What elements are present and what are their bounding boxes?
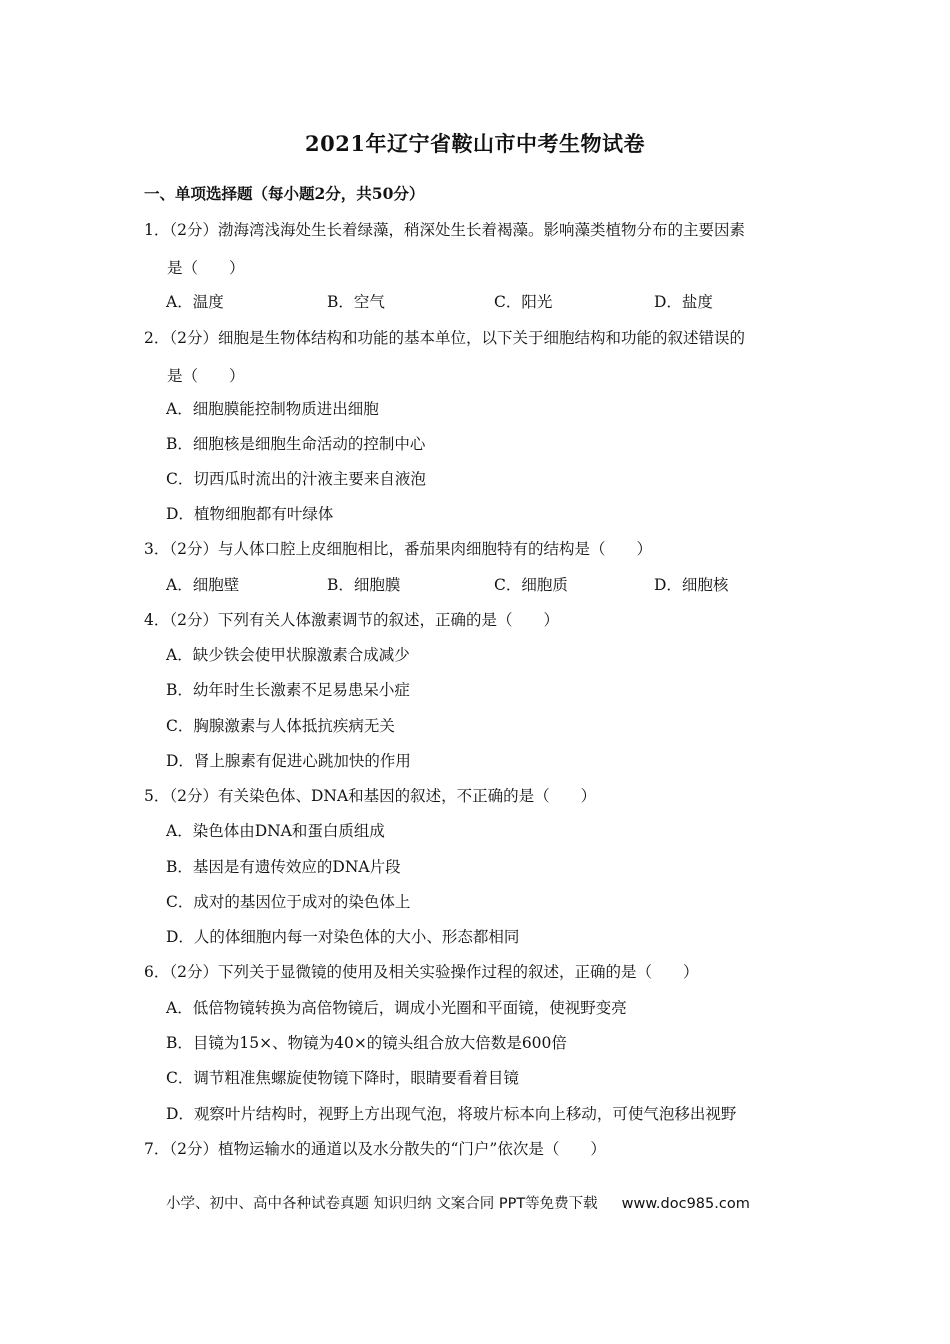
question-1-stem: 1．（2分）渤海湾浅海处生长着绿藻，稍深处生长着褐藻。影响藻类植物分布的主要因素 [144,221,745,239]
footer-url[interactable]: www.doc985.com [621,1196,750,1212]
question-1-option-a: A．温度 [166,293,224,311]
question-1-option-b: B．空气 [327,293,385,311]
section-heading: 一、单项选择题（每小题2分，共50分） [144,184,425,203]
question-4-option-b: B．幼年时生长激素不足易患呆小症 [166,681,410,699]
question-3-option-a: A．细胞壁 [166,576,240,594]
question-6-option-a: A．低倍物镜转换为高倍物镜后，调成小光圈和平面镜，使视野变亮 [166,999,627,1017]
question-2-option-a: A．细胞膜能控制物质进出细胞 [166,400,379,418]
question-3-option-d: D．细胞核 [654,576,729,594]
question-4-stem: 4．（2分）下列有关人体激素调节的叙述，正确的是（ ） [144,611,559,629]
footer-text: 小学、初中、高中各种试卷真题 知识归纳 文案合同 PPT等免费下载 [166,1196,598,1212]
question-2-stem: 2．（2分）细胞是生物体结构和功能的基本单位，以下关于细胞结构和功能的叙述错误的 [144,329,745,347]
question-6-option-d: D．观察叶片结构时，视野上方出现气泡，将玻片标本向上移动，可使气泡移出视野 [166,1105,737,1123]
question-2-option-c: C．切西瓜时流出的汁液主要来自液泡 [166,470,426,488]
question-3-option-c: C．细胞质 [494,576,568,594]
question-6-option-c: C．调节粗准焦螺旋使物镜下降时，眼睛要看着目镜 [166,1069,519,1087]
question-5-option-d: D．人的体细胞内每一对染色体的大小、形态都相同 [166,928,520,946]
question-4-option-c: C．胸腺激素与人体抵抗疾病无关 [166,717,395,735]
question-1-option-d: D．盐度 [654,293,713,311]
question-3-option-b: B．细胞膜 [327,576,401,594]
question-7-stem: 7．（2分）植物运输水的通道以及水分散失的“门户”依次是（ ） [144,1140,606,1158]
question-5-option-a: A．染色体由DNA和蛋白质组成 [166,822,385,840]
question-1-stem-cont: 是（ ） [167,259,245,277]
page-footer [166,1192,750,1213]
question-4-option-a: A．缺少铁会使甲状腺激素合成减少 [166,646,410,664]
page-title: 2021年辽宁省鞍山市中考生物试卷 [305,131,645,156]
question-2-option-b: B．细胞核是细胞生命活动的控制中心 [166,435,426,453]
question-6-stem: 6．（2分）下列关于显微镜的使用及相关实验操作过程的叙述，正确的是（ ） [144,963,699,981]
question-5-stem: 5．（2分）有关染色体、DNA和基因的叙述，不正确的是（ ） [144,787,597,805]
question-6-option-b: B．目镜为15×、物镜为40×的镜头组合放大倍数是600倍 [166,1034,567,1052]
question-4-option-d: D．肾上腺素有促进心跳加快的作用 [166,752,411,770]
question-2-stem-cont: 是（ ） [167,367,245,385]
question-1-option-c: C．阳光 [494,293,553,311]
question-3-stem: 3．（2分）与人体口腔上皮细胞相比，番茄果肉细胞特有的结构是（ ） [144,540,652,558]
question-2-option-d: D．植物细胞都有叶绿体 [166,505,334,523]
question-5-option-c: C．成对的基因位于成对的染色体上 [166,893,411,911]
question-5-option-b: B．基因是有遗传效应的DNA片段 [166,858,401,876]
